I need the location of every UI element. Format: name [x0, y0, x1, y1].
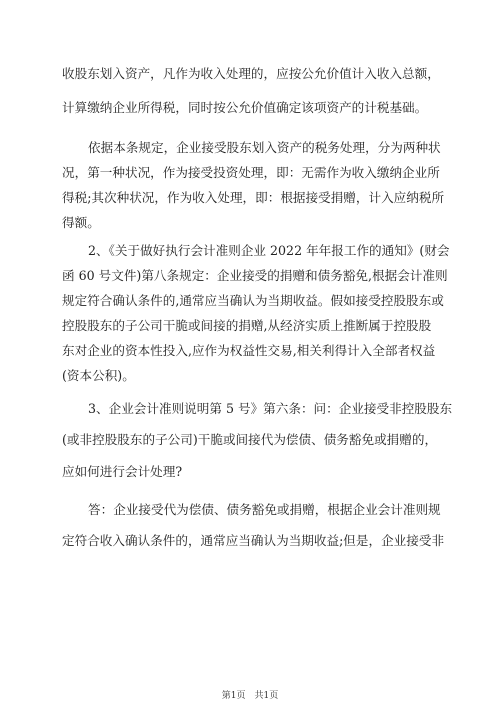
- body-line-5: 得税;其次种状况，作为收入处理，即：根据接受捐赠，计入应纳税所: [62, 190, 445, 205]
- page-footer: 第1页 共1页: [221, 691, 279, 701]
- body-line-11: 东对企业的资本性投入,应作为权益性交易,相关利得计入全部者权益: [62, 343, 436, 358]
- body-line-8: 函 60 号文件)第八条规定：企业接受的捐赠和债务豁免,根据会计准则: [62, 268, 448, 283]
- body-line-13: 3、企业会计准则说明第 5 号》第六条：问：企业接受非控股股东: [88, 401, 453, 416]
- body-line-14: (或非控股股东的子公司)干脆或间接代为偿债、债务豁免或捐赠的，: [62, 432, 438, 447]
- body-line-9: 规定符合确认条件的,通常应当确认为当期收益。假如接受控股股东或: [62, 293, 444, 308]
- body-line-17: 定符合收入确认条件的，通常应当确认为当期收益;但是，企业接受非: [62, 533, 445, 548]
- body-line-15: 应如何进行会计处理?: [62, 464, 183, 479]
- body-line-2: 计算缴纳企业所得税，同时按公允价值确定该项资产的计税基础。: [62, 100, 428, 115]
- body-line-4: 况，第一种状况，作为接受投资处理，即：无需作为收入缴纳企业所: [62, 165, 440, 180]
- body-line-7: 2、《关于做好执行会计准则企业 2022 年年报工作的通知》(财会: [88, 243, 450, 258]
- body-line-1: 收股东划入资产，凡作为收入处理的，应按公允价值计入收入总额，: [62, 66, 440, 81]
- body-line-6: 得额。: [62, 215, 100, 230]
- body-line-10: 控股股东的子公司干脆或间接的捐赠,从经济实质上推断属于控股股: [62, 318, 432, 333]
- body-line-16: 答：企业接受代为偿债、债务豁免或捐赠，根据企业会计准则规: [88, 502, 441, 517]
- body-line-12: (资本公积)。: [62, 368, 135, 383]
- body-line-3: 依据本条规定，企业接受股东划入资产的税务处理，分为两种状: [88, 140, 441, 155]
